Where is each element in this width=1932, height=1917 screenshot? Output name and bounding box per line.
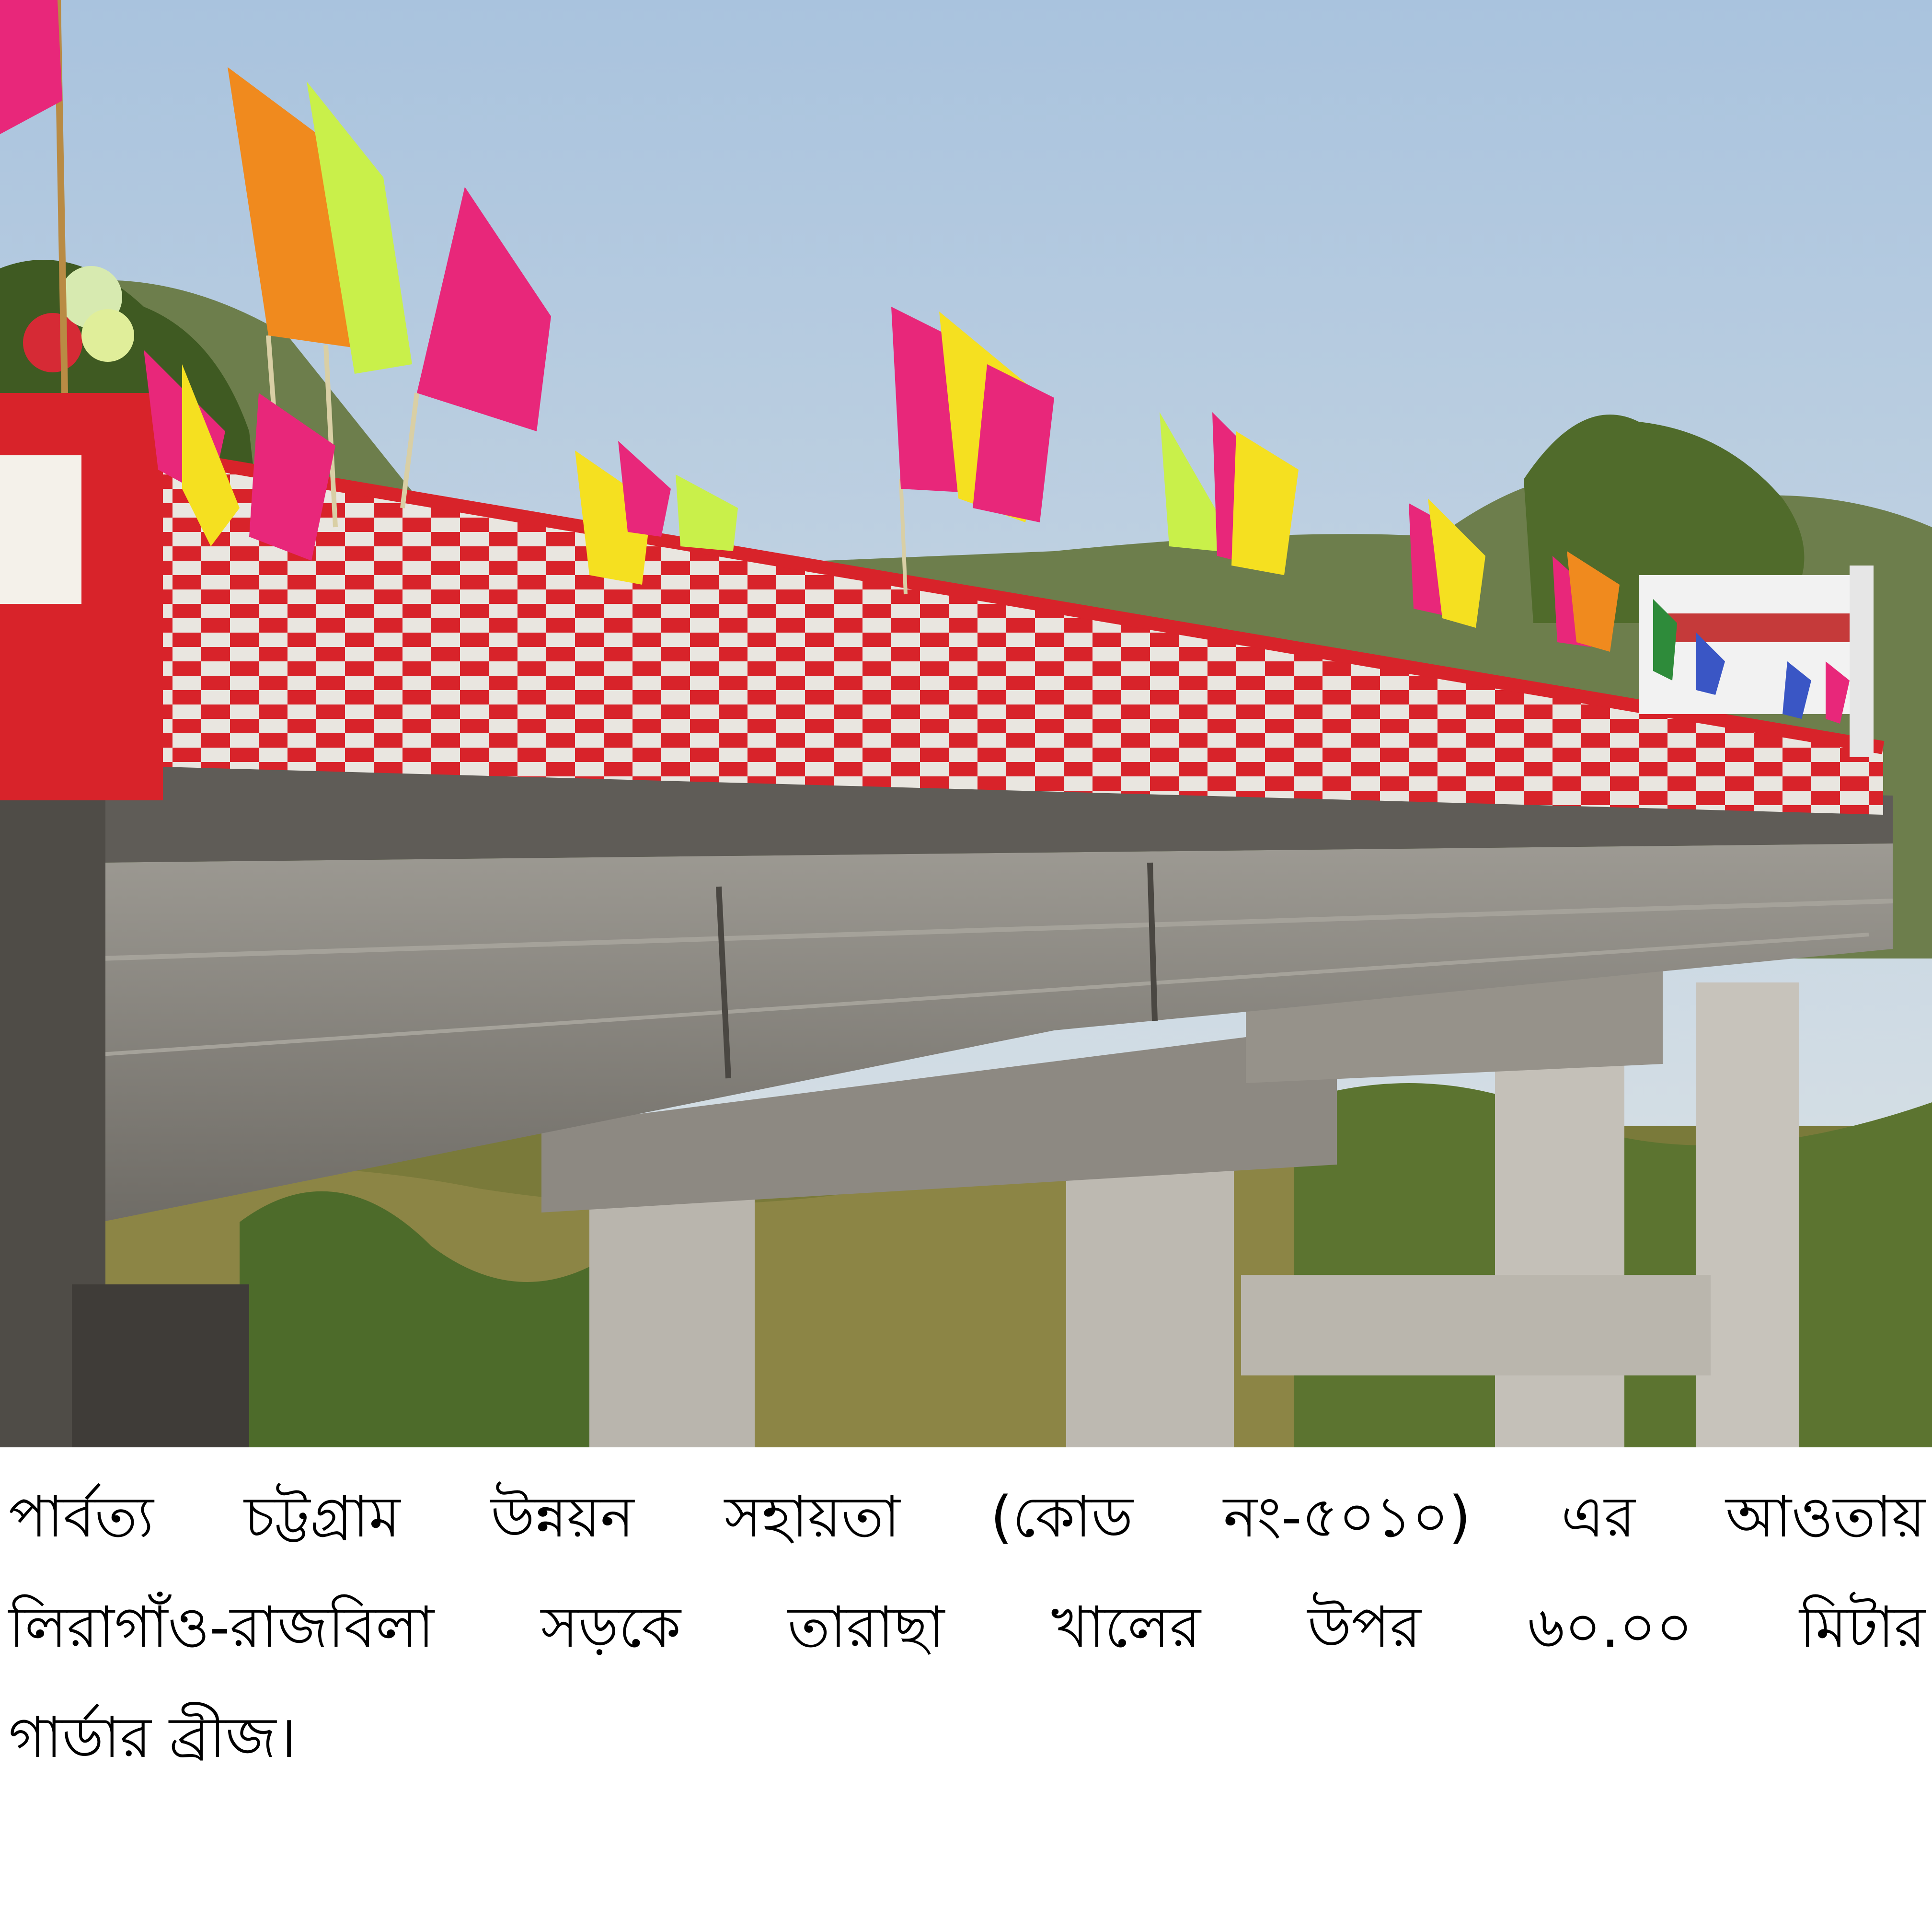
- caption-line-2: লিরাগাঁও-রাজবিলা সড়কে তারাছা খালের উপর ৬০.০০ মিটার: [9, 1594, 1925, 1660]
- balloon-lime-2: [81, 309, 134, 362]
- caption-line-1: পার্বত্য চট্টগ্রাম উন্নয়ন সহায়তা (কোড নং-৫০১০) এর আওতায়: [9, 1484, 1925, 1550]
- pier-1: [589, 1174, 755, 1447]
- pier-3: [1495, 1064, 1624, 1447]
- photo-caption: [9, 1462, 1925, 1792]
- pier-4: [1696, 982, 1799, 1447]
- pier-crossbeam: [1241, 1275, 1711, 1375]
- pier-2: [1066, 1165, 1234, 1447]
- plaque: [0, 455, 81, 604]
- caption-line-3: গার্ডার ব্রীজ।: [9, 1704, 297, 1770]
